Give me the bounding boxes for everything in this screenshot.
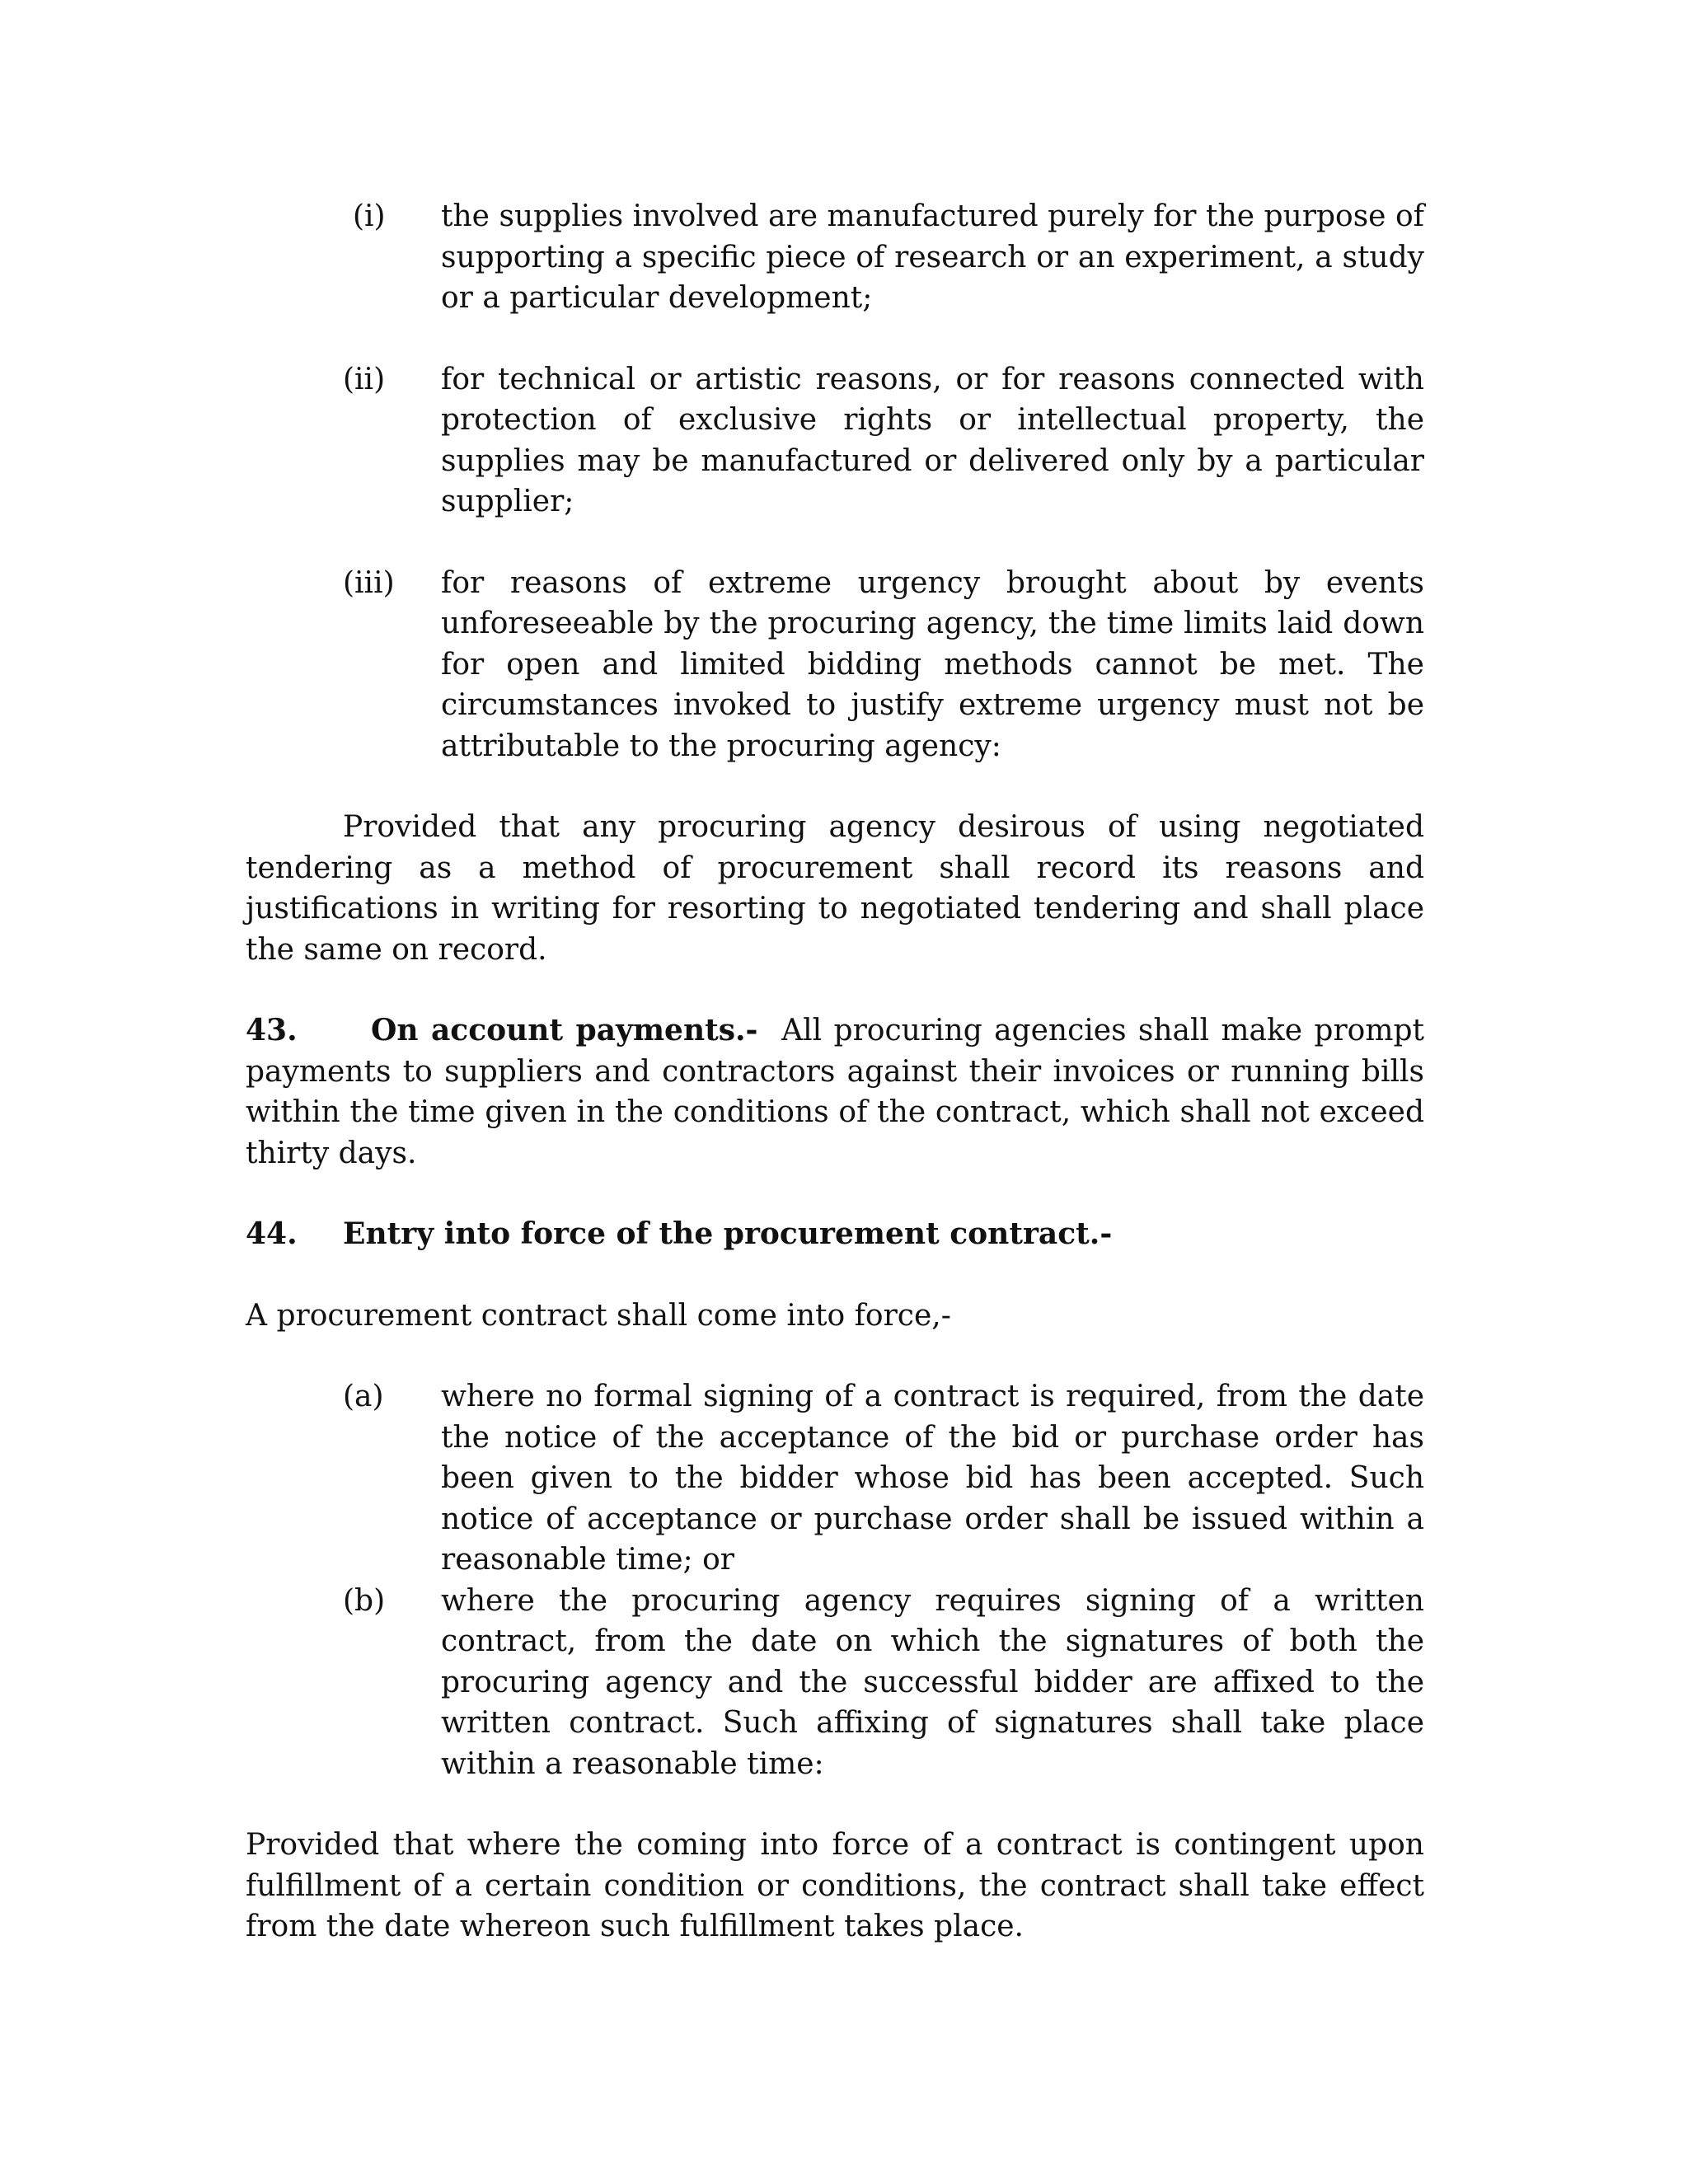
- clause-ii: [246, 359, 1424, 523]
- section-heading: Entry into force of the procurement contract.-: [343, 1216, 1113, 1251]
- section-44-intro: A procurement contract shall come into force,-: [246, 1298, 951, 1333]
- clause-b: [246, 1581, 1424, 1785]
- clause-text: for technical or artistic reasons, or for reasons connected with protection of exclusive rights or intellectual property, the supplies may be manufactured or delivered only by a particular supplier;: [441, 362, 1424, 518]
- section-heading: On account payments.-: [371, 1013, 758, 1047]
- clause-marker: (i): [353, 199, 386, 233]
- section-43: [246, 1010, 1424, 1174]
- clause-marker: (a): [343, 1380, 384, 1413]
- section-44-proviso: Provided that where the coming into force of a contract is contingent upon fulfillment of a certain condition or conditions, the contract shall take effect from the date whereon such fulfillment takes place.: [246, 1828, 1424, 1943]
- proviso-paragraph: Provided that any procuring agency desirous of using negotiated tendering as a method of procurement shall record its reasons and justifications in writing for resorting to negotiated tendering and shall place the same on record.: [246, 810, 1424, 967]
- clause-iii: [246, 563, 1424, 767]
- clause-i: [246, 196, 1424, 319]
- section-text: All procuring agencies shall make prompt payments to suppliers and contractors against their invoices or running bills within the time given in the conditions of the contract, which shall not exceed thirty days.: [246, 1014, 1424, 1170]
- clause-marker: (b): [343, 1583, 386, 1618]
- clause-a: [246, 1376, 1424, 1581]
- clause-text: for reasons of extreme urgency brought about by events unforeseeable by the procuring agency, the time limits laid down for open and limited bidding methods cannot be met. The circumstances invoked to justify extreme urgency must not be attributable to the procuring agency:: [441, 565, 1424, 763]
- section-44-heading-line: [246, 1214, 1424, 1255]
- section-number: 43.: [246, 1013, 298, 1047]
- clause-text: the supplies involved are manufactured purely for the purpose of supporting a specific piece of research or an experiment, a study or a particular development;: [441, 199, 1424, 315]
- clause-marker: (iii): [343, 565, 395, 600]
- document-page: [246, 196, 1424, 1947]
- clause-text: where the procuring agency requires signing of a written contract, from the date on which the signatures of both the procuring agency and the successful bidder are affixed to the written contract. Such affixing of signatures shall take place within a reasonable time:: [441, 1583, 1424, 1781]
- section-number: 44.: [246, 1216, 298, 1251]
- clause-text: where no formal signing of a contract is required, from the date the notice of the acceptance of the bid or purchase order has been given to the bidder whose bid has been accepted. Such notice of acceptance or purchase order shall be issued within a reasonable time; or: [441, 1380, 1424, 1577]
- clause-marker: (ii): [343, 362, 386, 396]
